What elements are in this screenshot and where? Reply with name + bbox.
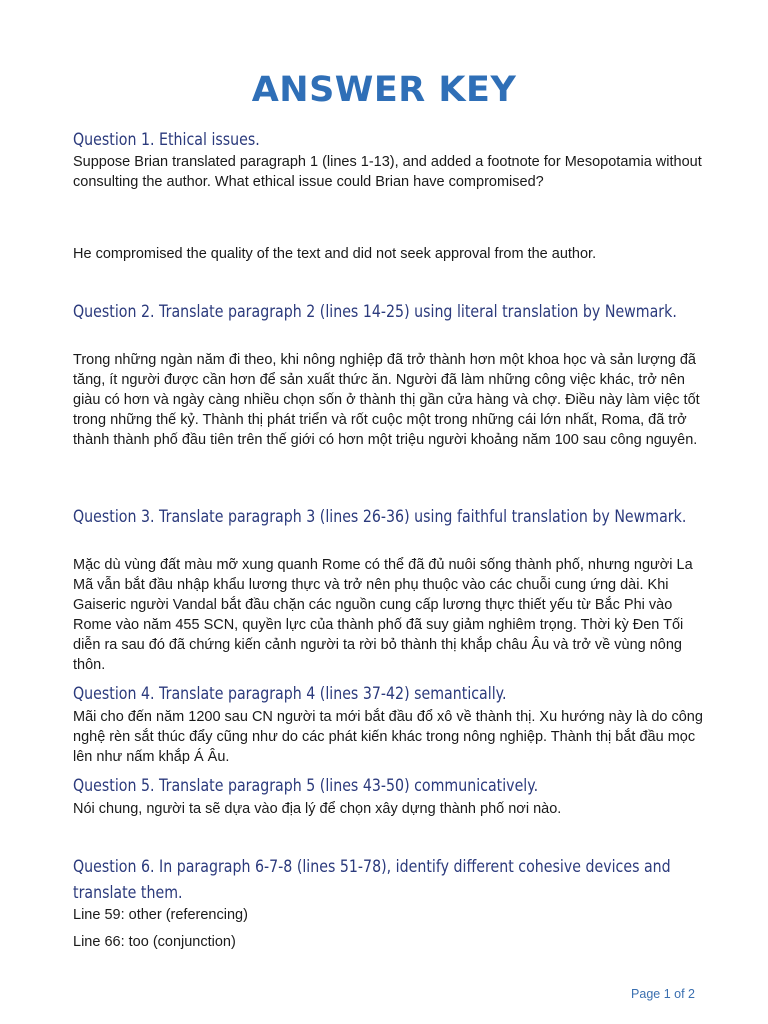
page-number: Page 1 of 2: [631, 987, 695, 1001]
page-title: ANSWER KEY: [251, 70, 517, 110]
question-3-answer: Mặc dù vùng đất màu mỡ xung quanh Rome có thể đã đủ nuôi sống thành phố, nhưng người La Mã vẫn bắt đầu nhập khẩu lương thực và trở nên phụ thuộc vào các chuỗi cung ứng dài. Khi Gaiseric người Vandal bắt đầu chặn các nguồn cung cấp lương thực thiết yếu từ Bắc Phi vào Rome vào năm 455 SCN, quyền lực của thành phố đã suy giảm nghiêm trọng. Thời kỳ Đen Tối diễn ra sau đó đã chứng kiến cảnh người ta rời bỏ thành thị khắp châu Âu và trở về vùng nông thôn.: [73, 557, 693, 673]
question-5-answer: Nói chung, người ta sẽ dựa vào địa lý để chọn xây dựng thành phố nơi nào.: [73, 801, 562, 817]
question-4-answer: Mãi cho đến năm 1200 sau CN người ta mới bắt đầu đổ xô về thành thị. Xu hướng này là do công nghệ rèn sắt thúc đẩy cũng như do các phát kiến khác trong nông nghiệp. Thành thị bắt đầu mọc lên như nấm khắp Á Âu.: [73, 709, 703, 765]
question-1-prompt: Suppose Brian translated paragraph 1 (lines 1-13), and added a footnote for Mesopotamia without consulting the author. What ethical issue could Brian have compromised?: [73, 154, 702, 190]
question-5-heading: Question 5. Translate paragraph 5 (lines 43-50) communicatively.: [73, 776, 539, 795]
question-2-heading: Question 2. Translate paragraph 2 (lines 14-25) using literal translation by Newmark.: [73, 302, 677, 321]
question-1-answer: He compromised the quality of the text and did not seek approval from the author.: [73, 246, 597, 262]
question-3-heading: Question 3. Translate paragraph 3 (lines 26-36) using faithful translation by Newmark.: [73, 507, 687, 526]
question-2-answer: Trong những ngàn năm đi theo, khi nông nghiệp đã trở thành hơn một khoa học và sản lượng đã tăng, ít người được cần hơn để sản xuất thức ăn. Người đã làm những công việc khác, trở nên giàu có hơn và ngày càng nhiều chọn sốn ở thành thị gần cửa hàng và chợ. Điều này làm việc tốt trong những thế kỷ. Thành thị phát triển và rốt cuộc một trong những cái lớn nhất, Roma, đã trở thành thành phố đầu tiên trên thế giới có hơn một triệu người khoảng năm 100 sau công nguyên.: [73, 352, 700, 448]
question-6-line-66: Line 66: too (conjunction): [73, 934, 236, 950]
question-6-line-59: Line 59: other (referencing): [73, 907, 248, 923]
question-6-heading: Question 6. In paragraph 6-7-8 (lines 51-78), identify different cohesive devices and translate them.: [73, 857, 671, 902]
question-4-heading: Question 4. Translate paragraph 4 (lines 37-42) semantically.: [73, 684, 507, 703]
question-1-heading: Question 1. Ethical issues.: [73, 130, 260, 149]
